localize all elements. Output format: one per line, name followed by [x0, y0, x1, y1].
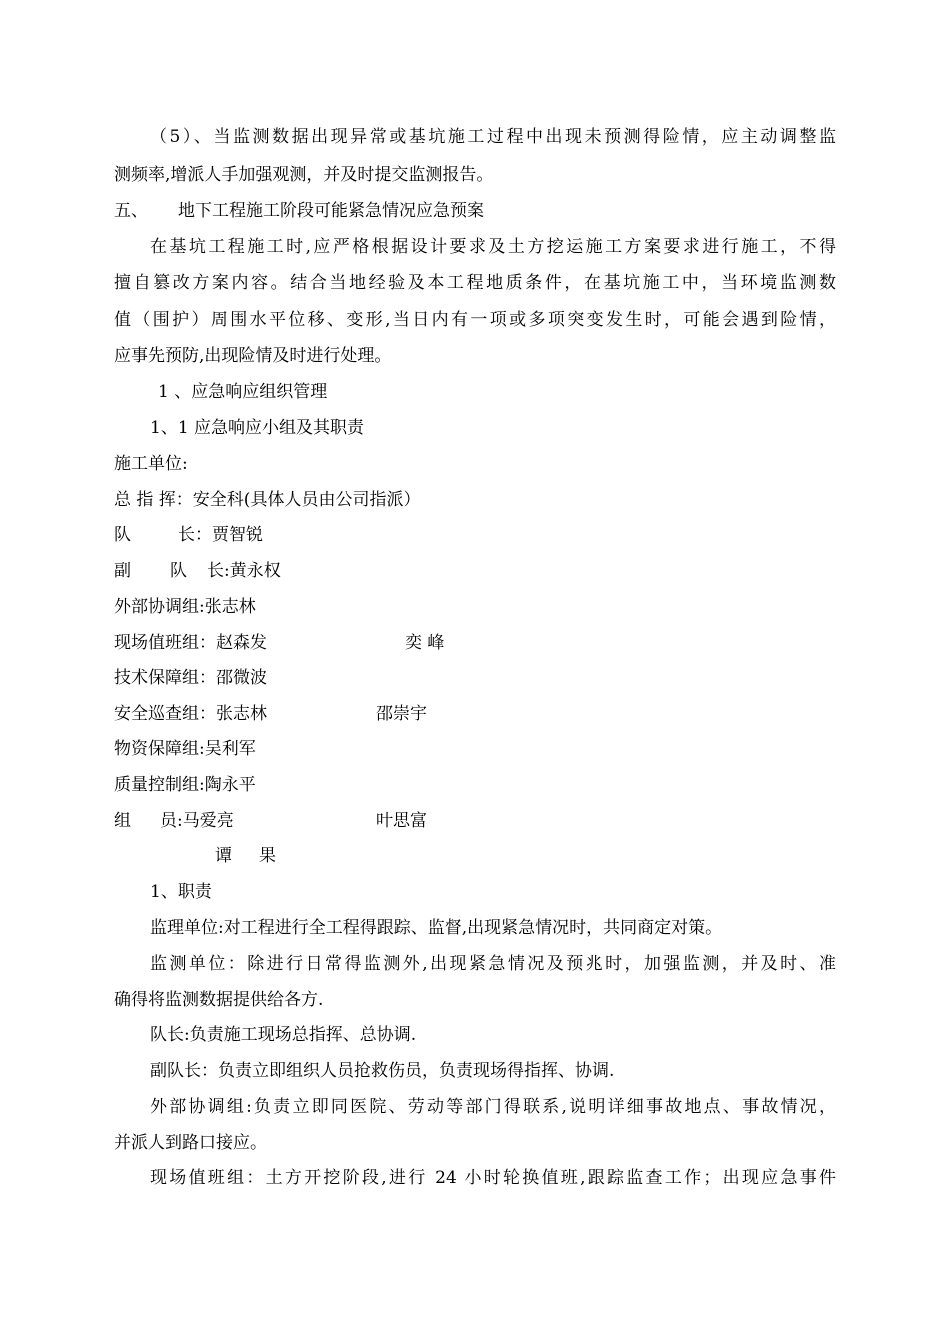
paragraph-5-line-2: 测频率,增派人手加强观测，并及时提交监测报告。 [114, 165, 494, 185]
duty-vice-captain: 副队长：负责立即组织人员抢救伤员，负责现场得指挥、协调. [150, 1061, 615, 1081]
intro-line-1: 在基坑工程施工时,应严格根据设计要求及土方挖运施工方案要求进行施工，不得 [150, 237, 836, 257]
roster-captain-label: 队 [114, 525, 131, 545]
roster-member-second: 叶思富 [376, 811, 427, 831]
intro-line-2: 擅自篡改方案内容。结合当地经验及本工程地质条件，在基坑施工中，当环境监测数 [114, 273, 836, 293]
unit-label: 施工单位: [114, 454, 188, 474]
heading-response-team: 1、1 应急响应小组及其职责 [150, 418, 365, 438]
duty-external-line-2: 并派人到路口接应。 [114, 1133, 267, 1153]
roster-quality: 质量控制组:陶永平 [114, 775, 256, 795]
roster-tech: 技术保障组：邵微波 [114, 668, 267, 688]
section-5-number: 五、 [114, 201, 148, 221]
roster-safety-second: 邵崇宇 [376, 704, 427, 724]
roster-vice-label-2: 队 [170, 561, 187, 581]
roster-vice-label-1: 副 [114, 561, 131, 581]
duty-external-line-1: 外部协调组:负责立即同医院、劳动等部门得联系,说明详细事故地点、事故情况， [150, 1097, 836, 1117]
roster-captain: 长：贾智锐 [178, 525, 263, 545]
roster-member-third-2: 果 [259, 846, 276, 866]
heading-emergency-org: 1 、应急响应组织管理 [158, 382, 328, 402]
duty-monitoring-line-2: 确得将监测数据提供给各方. [114, 990, 324, 1010]
roster-member: 员:马爱亮 [160, 811, 234, 831]
roster-onsite-second: 奕 峰 [405, 633, 445, 653]
roster-commander: 总 指 挥：安全科(具体人员由公司指派） [114, 490, 421, 510]
roster-safety: 安全巡查组：张志林 [114, 704, 267, 724]
duty-supervision: 监理单位:对工程进行全工程得跟踪、监督,出现紧急情况时，共同商定对策。 [150, 918, 723, 938]
paragraph-5-line-1: （5）、当监测数据出现异常或基坑施工过程中出现未预测得险情，应主动调整监 [150, 127, 836, 147]
duty-captain: 队长:负责施工现场总指挥、总协调. [150, 1025, 417, 1045]
duty-onsite-line-1: 现场值班组：土方开挖阶段,进行 24 小时轮换值班,跟踪监查工作；出现应急事件 [150, 1168, 836, 1188]
roster-external: 外部协调组:张志林 [114, 597, 256, 617]
section-5-title: 地下工程施工阶段可能紧急情况应急预案 [178, 201, 484, 221]
intro-line-4: 应事先预防,出现险情及时进行处理。 [114, 346, 392, 366]
roster-material: 物资保障组:吴利军 [114, 739, 256, 759]
intro-line-3: 值（围护）周围水平位移、变形,当日内有一项或多项突变发生时，可能会遇到险情， [114, 310, 836, 330]
roster-member-third-1: 谭 [215, 846, 232, 866]
duties-heading: 1、职责 [150, 882, 212, 902]
duty-monitoring-line-1: 监测单位：除进行日常得监测外,出现紧急情况及预兆时，加强监测，并及时、准 [150, 954, 836, 974]
roster-onsite: 现场值班组：赵森发 [114, 633, 267, 653]
roster-vice-captain: 长:黄永权 [207, 561, 281, 581]
roster-member-label: 组 [114, 811, 131, 831]
